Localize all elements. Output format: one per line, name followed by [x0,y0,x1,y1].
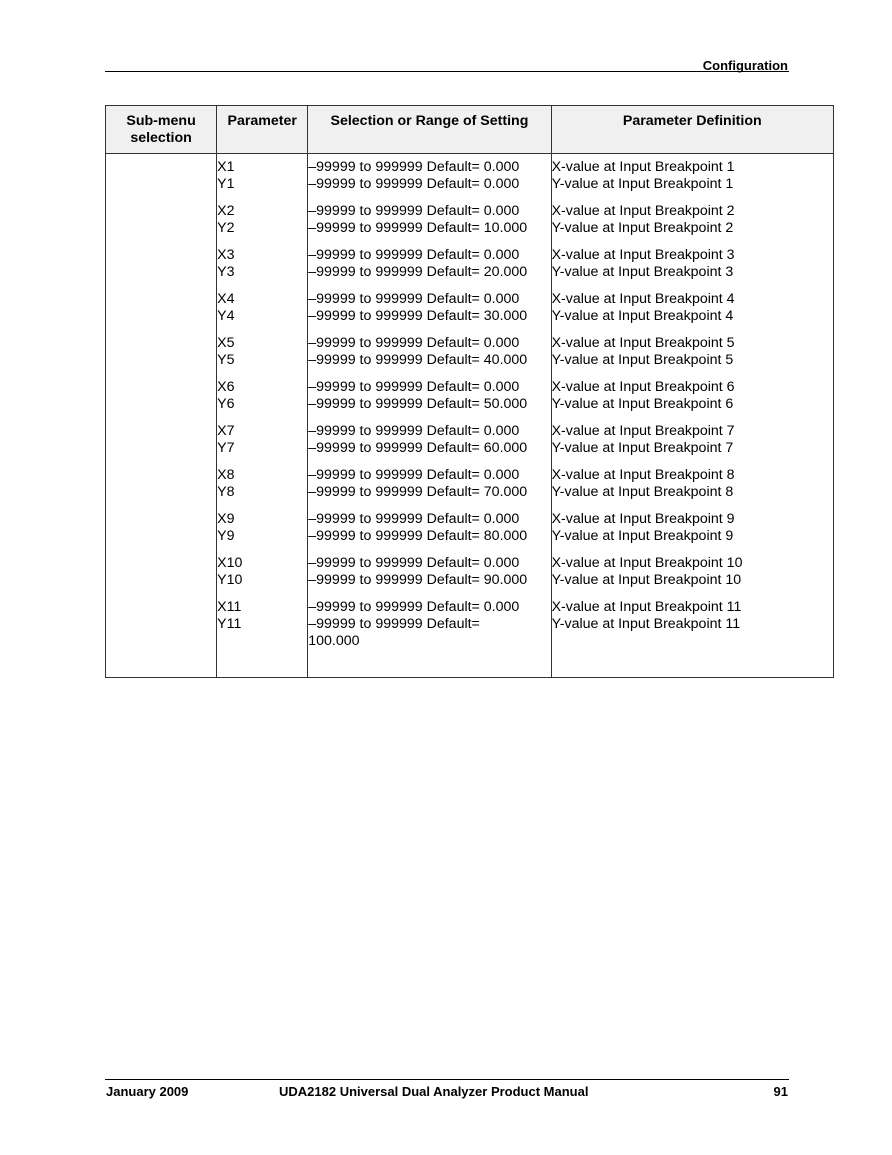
footer-date: January 2009 [106,1084,189,1099]
breakpoint-group [308,555,550,589]
parameter-definition: X-value at Input Breakpoint 11 [551,599,742,615]
range-setting: –99999 to 999999 Default= 100.000 [308,616,480,649]
breakpoint-group [217,247,307,281]
parameter-name: X1 [217,159,235,175]
parameter-name: Y3 [217,264,235,280]
breakpoint-group [308,511,550,545]
header-sub-menu-selection: Sub-menu selection [106,106,217,154]
breakpoint-group [552,291,833,325]
breakpoint-group [217,511,307,545]
parameter-table [105,105,834,678]
parameter-name: X9 [217,511,235,527]
header-parameter: Parameter [217,106,308,154]
parameter-definition: Y-value at Input Breakpoint 5 [551,352,734,368]
range-setting: –99999 to 999999 Default= 0.000 [308,423,520,439]
breakpoint-group [217,335,307,369]
range-setting: –99999 to 999999 Default= 0.000 [308,511,520,527]
breakpoint-group [217,467,307,501]
breakpoint-group [552,335,833,369]
parameter-definition: Y-value at Input Breakpoint 10 [551,572,742,588]
footer-rule [105,1079,789,1080]
parameter-name: Y9 [217,528,235,544]
range-setting: –99999 to 999999 Default= 0.000 [308,247,520,263]
parameter-name: Y8 [217,484,235,500]
parameter-definition: X-value at Input Breakpoint 6 [551,379,735,395]
range-setting: –99999 to 999999 Default= 0.000 [308,467,520,483]
range-setting: –99999 to 999999 Default= 0.000 [308,159,520,175]
parameter-name: Y4 [217,308,235,324]
parameter-name: X4 [217,291,235,307]
parameter-definition: Y-value at Input Breakpoint 1 [551,176,734,192]
parameter-name: Y2 [217,220,235,236]
definition-cell [551,154,833,678]
breakpoint-group [217,599,307,633]
parameter-name: X6 [217,379,235,395]
breakpoint-group [217,555,307,589]
parameter-definition: Y-value at Input Breakpoint 6 [551,396,734,412]
range-setting: –99999 to 999999 Default= 20.000 [308,264,528,280]
range-setting: –99999 to 999999 Default= 0.000 [308,203,520,219]
breakpoint-group [308,203,550,237]
footer-page-number: 91 [773,1084,788,1099]
parameter-definition: X-value at Input Breakpoint 10 [551,555,743,571]
breakpoint-group [552,511,833,545]
parameter-name: Y6 [217,396,235,412]
parameter-definition: X-value at Input Breakpoint 2 [551,203,735,219]
parameter-definition: Y-value at Input Breakpoint 7 [551,440,734,456]
parameter-definition: Y-value at Input Breakpoint 2 [551,220,734,236]
parameter-definition: Y-value at Input Breakpoint 11 [551,616,741,632]
parameter-name: Y11 [217,616,242,632]
breakpoint-group [308,599,550,650]
range-setting: –99999 to 999999 Default= 0.000 [308,335,520,351]
breakpoint-group [308,423,550,457]
range-setting: –99999 to 999999 Default= 50.000 [308,396,528,412]
parameter-definition: X-value at Input Breakpoint 8 [551,467,735,483]
range-setting: –99999 to 999999 Default= 40.000 [308,352,528,368]
parameter-name: X7 [217,423,235,439]
parameter-name: Y10 [217,572,243,588]
table-header-row [106,106,834,154]
range-setting: –99999 to 999999 Default= 0.000 [308,555,520,571]
range-setting: –99999 to 999999 Default= 90.000 [308,572,528,588]
page-header-section-title: Configuration [702,58,788,73]
breakpoint-group [308,247,550,281]
range-cell [308,154,551,678]
breakpoint-group [552,159,833,193]
parameter-name: X11 [217,599,242,615]
breakpoint-group [217,423,307,457]
parameter-definition: X-value at Input Breakpoint 3 [551,247,735,263]
breakpoint-group [308,335,550,369]
range-setting: –99999 to 999999 Default= 10.000 [308,220,528,236]
breakpoint-group [552,599,833,633]
parameter-cell [217,154,308,678]
parameter-definition: X-value at Input Breakpoint 5 [551,335,735,351]
parameter-name: X3 [217,247,235,263]
range-setting: –99999 to 999999 Default= 0.000 [308,599,520,615]
header-selection-or-range: Selection or Range of Setting [308,106,551,154]
breakpoint-group [308,291,550,325]
parameter-name: X8 [217,467,235,483]
table-row [106,154,834,678]
range-setting: –99999 to 999999 Default= 0.000 [308,291,520,307]
range-setting: –99999 to 999999 Default= 80.000 [308,528,528,544]
parameter-definition: Y-value at Input Breakpoint 4 [551,308,734,324]
parameter-definition: Y-value at Input Breakpoint 8 [551,484,734,500]
breakpoint-group [217,203,307,237]
range-setting: –99999 to 999999 Default= 0.000 [308,176,520,192]
breakpoint-group [308,159,550,193]
parameter-name: Y5 [217,352,235,368]
header-rule [105,71,789,72]
breakpoint-group [552,467,833,501]
parameter-name: Y7 [217,440,235,456]
sub-menu-cell [106,154,217,678]
parameter-name: Y1 [217,176,235,192]
range-setting: –99999 to 999999 Default= 70.000 [308,484,528,500]
breakpoint-group [217,291,307,325]
breakpoint-group [552,423,833,457]
parameter-name: X2 [217,203,235,219]
breakpoint-group [217,159,307,193]
parameter-name: X5 [217,335,235,351]
header-parameter-definition: Parameter Definition [551,106,833,154]
range-setting: –99999 to 999999 Default= 0.000 [308,379,520,395]
breakpoint-group [552,247,833,281]
parameter-definition: X-value at Input Breakpoint 9 [551,511,735,527]
breakpoint-group [552,555,833,589]
parameter-definition: Y-value at Input Breakpoint 3 [551,264,734,280]
parameter-definition: Y-value at Input Breakpoint 9 [551,528,734,544]
breakpoint-group [217,379,307,413]
parameter-definition: X-value at Input Breakpoint 7 [551,423,735,439]
breakpoint-group [552,203,833,237]
range-setting: –99999 to 999999 Default= 30.000 [308,308,528,324]
breakpoint-group [308,379,550,413]
breakpoint-group [552,379,833,413]
parameter-name: X10 [217,555,243,571]
breakpoint-group [308,467,550,501]
parameter-definition: X-value at Input Breakpoint 4 [551,291,735,307]
footer-manual-title: UDA2182 Universal Dual Analyzer Product Manual [279,1084,589,1099]
range-setting: –99999 to 999999 Default= 60.000 [308,440,528,456]
parameter-definition: X-value at Input Breakpoint 1 [551,159,735,175]
